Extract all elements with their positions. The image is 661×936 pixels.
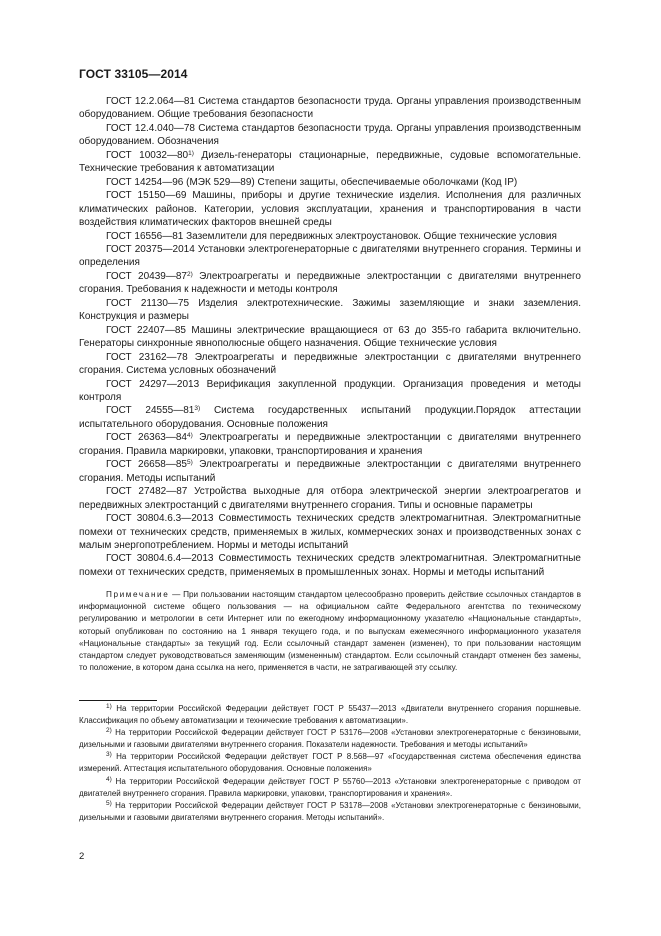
footnote-marker: 2): [106, 727, 112, 735]
footnote-item: [79, 800, 581, 824]
reference-text: ГОСТ 12.2.064—81 Система стандартов безопасности труда. Органы управления производственным оборудованием. Общие требования безопасности: [79, 96, 581, 121]
note-text: — При пользовании настоящим стандартом целесообразно проверить действие ссылочных стандартов в информационной системе общего пользования — на официальном сайте Федерального агентства по техническому регулированию и метрологии в сети Интернет или по ежегодному информационному указателю «Национальные стандарты», который опубликован по состоянию на 1 января текущего года, и по выпускам ежемесячного информационного указателя «Национальные стандарты» за текущий год. Если ссылочный стандарт заменен (изменен), то при пользовании настоящим стандартом следует руководствоваться заменяющим (измененным) стандартом. Если ссылочный стандарт отменен без замены, то положение, в котором дана ссылка на него, применяется в части, не затрагивающей эту ссылку.: [79, 590, 581, 673]
reference-text: ГОСТ 30804.6.3—2013 Совместимость технических средств электромагнитная. Электромагнитные помехи от технических средств, применяемых в жилых, коммерческих зонах и производственных зонах с малым энергопотреблением. Нормы и методы испытаний: [79, 513, 581, 551]
footnote-marker: 1): [188, 149, 194, 157]
reference-text: Электроагрегаты и передвижные электростанции с двигателями внутреннего сгорания. Требования к надежности и методы контроля: [79, 270, 581, 296]
reference-text: ГОСТ 27482—87 Устройства выходные для отбора электрической энергии электроагрегатов и передвижных электростанций с двигателями внутреннего сгорания. Типы и основные параметры: [79, 486, 581, 511]
footnote-text: На территории Российской Федерации действует ГОСТ Р 8.568—97 «Государственная система обеспечения единства измерений. Аттестация испытательного оборудования. Основные положения»: [79, 752, 581, 774]
reference-item: [79, 485, 581, 512]
reference-text: Система государственных испытаний продукции.Порядок аттестации испытательного оборудования. Основные положения: [79, 405, 581, 430]
reference-item: [79, 122, 581, 149]
reference-text: ГОСТ 30804.6.4—2013 Совместимость технических средств электромагнитная. Электромагнитные помехи от технических средств, применяемых в промышленных зонах. Нормы и методы испытаний: [79, 553, 581, 578]
reference-item: [79, 149, 581, 176]
reference-code: ГОСТ 20439—87: [106, 270, 187, 282]
reference-text: ГОСТ 20375—2014 Установки электрогенераторные с двигателями внутреннего сгорания. Термины и определения: [79, 243, 581, 269]
reference-item: [79, 243, 581, 270]
footnote-marker: 3): [106, 751, 112, 759]
footnote-marker: 5): [186, 459, 193, 467]
reference-item: [79, 230, 581, 243]
reference-item: [79, 176, 581, 189]
footnote-item: [79, 751, 581, 775]
note-paragraph: [79, 589, 581, 674]
reference-text: ГОСТ 14254—96 (МЭК 529—89) Степени защиты, обеспечиваемые оболочками (Код IP): [106, 176, 518, 188]
reference-code: ГОСТ 24555—81: [106, 405, 195, 417]
reference-code: ГОСТ 10032—80: [106, 149, 189, 161]
reference-code: ГОСТ 26363—84: [106, 432, 187, 444]
reference-text: ГОСТ 23162—78 Электроагрегаты и передвижные электростанции с двигателями внутреннего сгорания. Система условных обозначений: [79, 351, 581, 377]
reference-item: [79, 458, 581, 485]
reference-item: [79, 378, 581, 405]
footnote-marker: 1): [106, 703, 112, 710]
reference-item: [79, 351, 581, 378]
reference-text: ГОСТ 22407—85 Машины электрические вращающиеся от 63 до 355-го габарита включительно. Генераторы синхронные явнополюсные общего назначения. Общие технические условия: [79, 324, 581, 350]
reference-text: ГОСТ 15150—69 Машины, приборы и другие технические изделия. Исполнения для различных климатических районов. Категории, условия эксплуатации, хранения и транспортирования в части воздействия климатических факторов внешней среды: [79, 190, 581, 229]
footnote-marker: 2): [186, 270, 193, 278]
page-number: 2: [79, 851, 85, 862]
footnotes: [79, 703, 581, 824]
footnote-item: [79, 776, 581, 800]
footnote-marker: 4): [186, 432, 193, 440]
reference-item: [79, 404, 581, 431]
reference-text: Электроагрегаты и передвижные электростанции с двигателями внутреннего сгорания. Методы испытаний: [79, 459, 581, 484]
reference-text: ГОСТ 16556—81 Заземлители для передвижных электроустановок. Общие технические условия: [106, 230, 557, 242]
footnote-item: [79, 727, 581, 751]
footnote-marker: 4): [106, 775, 112, 783]
footnote-text: На территории Российской Федерации действует ГОСТ Р 53176—2008 «Установки электрогенераторные с бензиновыми, дизельными и газовыми двигателями внутреннего сгорания. Показатели надежности. Требования и методы испытаний»: [79, 728, 581, 750]
footnote-text: На территории Российской Федерации действует ГОСТ Р 53178—2008 «Установки электрогенераторные с бензиновыми, дизельными и газовыми двигателями внутреннего сгорания. Методы испытаний».: [79, 800, 581, 822]
normative-references-list: [79, 95, 581, 579]
reference-item: [79, 431, 581, 458]
reference-item: [79, 95, 581, 122]
footnote-text: На территории Российской Федерации действует ГОСТ Р 55760—2013 «Установки электрогенераторные с приводом от двигателей внутреннего сгорания. Правила маркировки, упаковки, транспортирования и хранения».: [79, 776, 581, 798]
reference-item: [79, 512, 581, 552]
footnote-separator: [79, 700, 157, 701]
reference-text: Дизель-генераторы стационарные, передвижные, судовые вспомогательные. Технические требования к автоматизации: [79, 149, 582, 175]
reference-item: [79, 324, 581, 351]
reference-text: ГОСТ 12.4.040—78 Система стандартов безопасности труда. Органы управления производственным оборудованием. Обозначения: [79, 122, 581, 148]
reference-item: [79, 297, 581, 324]
reference-item: [79, 270, 581, 297]
reference-text: ГОСТ 24297—2013 Верификация закупленной продукции. Организация проведения и методы контроля: [79, 378, 581, 403]
footnote-marker: 5): [106, 799, 112, 807]
reference-item: [79, 552, 581, 579]
running-header: ГОСТ 33105—2014: [79, 67, 188, 81]
note-label: Примечание: [106, 590, 170, 599]
footnote-text: На территории Российской Федерации действует ГОСТ Р 55437—2013 «Двигатели внутреннего сгорания поршневые. Классификация по объему автоматизации и технические требования к автоматизации».: [79, 704, 581, 726]
reference-text: Электроагрегаты и передвижные электростанции с двигателями внутреннего сгорания. Правила маркировки, упаковки, транспортирования и хранения: [79, 432, 581, 457]
footnote-item: [79, 703, 581, 727]
reference-item: [79, 189, 581, 229]
reference-code: ГОСТ 26658—85: [106, 459, 187, 471]
reference-text: ГОСТ 21130—75 Изделия электротехнические. Зажимы заземляющие и знаки заземления. Конструкция и размеры: [79, 297, 581, 323]
footnote-marker: 3): [194, 405, 201, 413]
